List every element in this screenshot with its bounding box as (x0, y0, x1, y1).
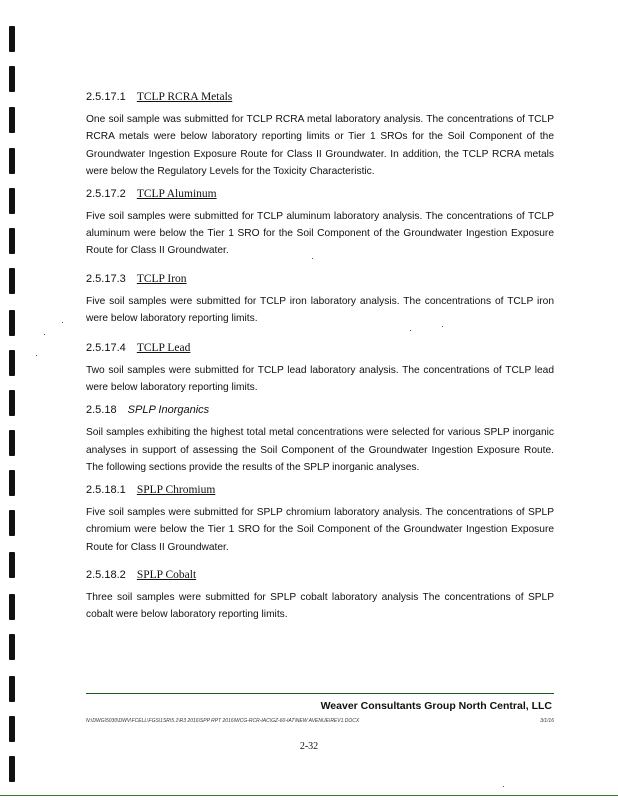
section-number: 2.5.18.2 (86, 568, 126, 581)
section-heading (86, 90, 554, 104)
binder-hole (9, 756, 15, 782)
binder-hole (9, 148, 15, 174)
section-heading (86, 568, 554, 582)
section-tclp-lead (86, 341, 554, 397)
section-splp-cobalt (86, 568, 554, 624)
binder-holes (9, 0, 19, 800)
binder-hole (9, 676, 15, 702)
binder-hole (9, 107, 15, 133)
section-tclp-aluminum (86, 187, 554, 260)
footer-company: Weaver Consultants Group North Central, LLC (320, 700, 552, 712)
section-title: TCLP RCRA Metals (136, 91, 233, 103)
section-title: SPLP Cobalt (136, 568, 197, 581)
section-tclp-iron (86, 272, 554, 328)
binder-hole (9, 552, 15, 578)
section-number: 2.5.17.2 (86, 187, 126, 200)
section-heading (86, 341, 554, 355)
section-title: TCLP Lead (136, 341, 191, 354)
section-heading (86, 403, 554, 417)
section-number: 2.5.18.1 (86, 483, 126, 496)
binder-hole (9, 430, 15, 456)
binder-hole (9, 268, 15, 294)
section-heading (86, 272, 554, 286)
section-splp-chromium (86, 483, 554, 556)
section-title: TCLP Iron (136, 272, 187, 285)
footer-file-info (86, 718, 554, 724)
section-tclp-rcra-metals (86, 90, 554, 181)
section-number: 2.5.17.3 (86, 272, 126, 285)
section-title: TCLP Aluminum (136, 187, 217, 200)
section-title: SPLP Chromium (136, 483, 216, 496)
section-number: 2.5.17.4 (86, 341, 126, 354)
section-paragraph: Five soil samples were submitted for TCLP aluminum laboratory analysis. The concentrations of TCLP aluminum were below the Tier 1 SRO for the Soil Component of the Groundwater Ingestion Exposure Route for Class II Groundwater. (86, 210, 554, 257)
section-title: SPLP Inorganics (127, 404, 210, 417)
section-heading (86, 187, 554, 201)
binder-hole (9, 390, 15, 416)
section-paragraph: Soil samples exhibiting the highest total metal concentrations were selected for various SPLP inorganic analyses in support of assessing the Soil Component of the Groundwater Ingestion Exposure Route. The following sections provide the results of the SPLP inorganic analyses. (86, 427, 554, 474)
footer-rule (86, 693, 554, 694)
section-paragraph: Five soil samples were submitted for TCLP iron laboratory analysis. The concentrations of TCLP iron were below laboratory reporting limits. (86, 295, 554, 325)
binder-hole (9, 66, 15, 92)
footer-date: 3/1/16 (540, 718, 554, 724)
binder-hole (9, 716, 15, 742)
footer-file-path: N:\DWG\5030\DWV\FCELL\FGS\1SR\5.1\R3 2016\SPP RPT 2016\WCG-RCR-IAC\GZ-60-IAT\NEW AVENUE\REV1.DOCX (86, 718, 360, 724)
section-paragraph: Three soil samples were submitted for SPLP cobalt laboratory analysis The concentrations of SPLP cobalt were below laboratory reporting limits. (86, 591, 554, 621)
page-number: 2-32 (299, 741, 319, 752)
binder-hole (9, 350, 15, 376)
section-paragraph: Two soil samples were submitted for TCLP lead laboratory analysis. The concentrations of TCLP lead were below laboratory reporting limits. (86, 364, 554, 394)
section-paragraph: One soil sample was submitted for TCLP RCRA metal laboratory analysis. The concentrations of TCLP RCRA metals were below laboratory reporting limits or Tier 1 SROs for the Soil Component of the Groundwater Ingestion Exposure Route for Class II Groundwater. In addition, the TCLP RCRA metals were below the Regulatory Levels for the Toxicity Characteristic. (86, 114, 554, 178)
binder-hole (9, 26, 15, 52)
binder-hole (9, 510, 15, 536)
binder-hole (9, 470, 15, 496)
section-number: 2.5.17.1 (86, 91, 126, 103)
section-paragraph: Five soil samples were submitted for SPLP chromium laboratory analysis. The concentrations of SPLP chromium were below the Tier 1 SRO for the Soil Component of the Groundwater Ingestion Exposure Route for Class II Groundwater. (86, 506, 554, 553)
binder-hole (9, 594, 15, 620)
document-body (86, 90, 554, 624)
section-number: 2.5.18 (86, 404, 117, 417)
binder-hole (9, 228, 15, 254)
bottom-rule (0, 795, 618, 796)
binder-hole (9, 188, 15, 214)
binder-hole (9, 634, 15, 660)
section-heading (86, 483, 554, 497)
binder-hole (9, 310, 15, 336)
section-splp-inorganics (86, 403, 554, 476)
